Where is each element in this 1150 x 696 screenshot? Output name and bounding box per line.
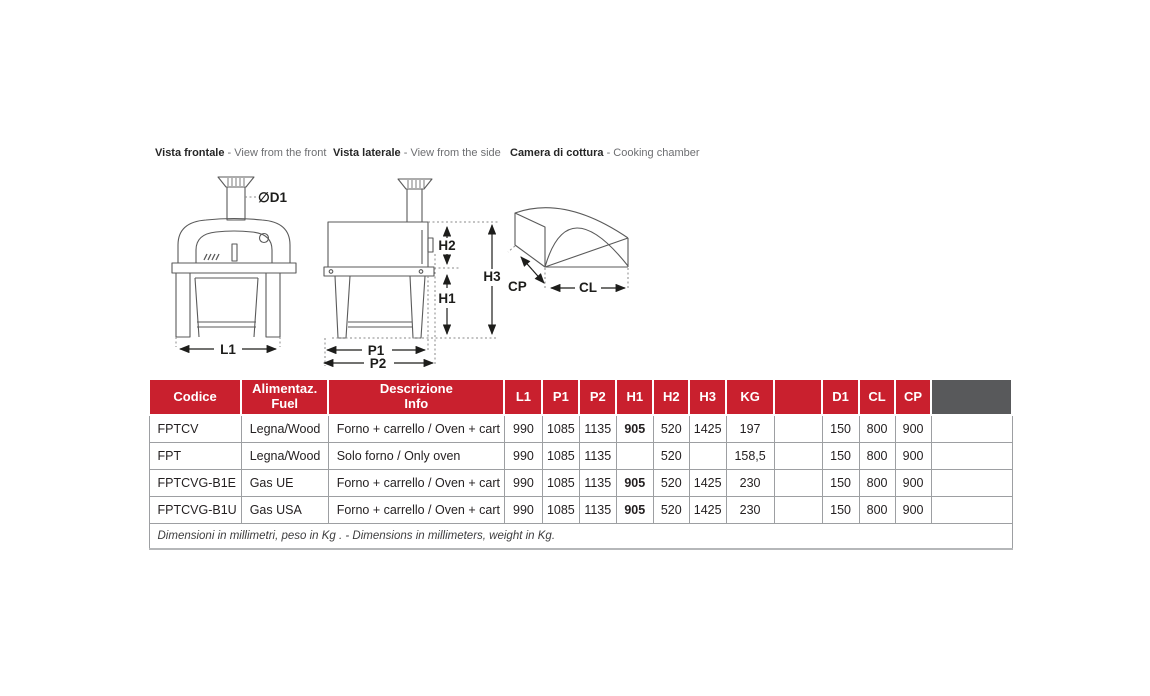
cell-kg: 197 [726, 415, 774, 443]
dim-label-d1: ∅D1 [258, 190, 288, 205]
col-header-l1: L1 [504, 379, 542, 415]
vent-grille [204, 254, 219, 260]
side-oven-drawing [324, 179, 434, 338]
lower-shelf [197, 322, 256, 327]
cell-spacer1 [774, 415, 822, 443]
col-header-spacer1 [774, 379, 822, 415]
cell-l1: 990 [504, 470, 542, 497]
cell-spacer1 [774, 497, 822, 524]
cell-d1: 150 [822, 443, 859, 470]
right-leg [266, 273, 280, 337]
cell-cp: 900 [895, 415, 931, 443]
col-header-p1: P1 [542, 379, 579, 415]
side-view-title-en: - View from the side [400, 147, 501, 159]
dim-label-cl: CL [579, 280, 597, 295]
cell-cl: 800 [859, 443, 895, 470]
side-dimensions [324, 222, 501, 371]
cell-h1 [616, 443, 653, 470]
front-view-title-en: - View from the front [224, 147, 327, 159]
dim-label-p2: P2 [369, 356, 387, 371]
cell-codice: FPT [149, 443, 241, 470]
cell-p2: 1135 [579, 415, 616, 443]
cell-h2: 520 [653, 415, 689, 443]
cell-p2: 1135 [579, 470, 616, 497]
cell-cp: 900 [895, 470, 931, 497]
col-header-codice: Codice [149, 379, 241, 415]
col-header-h2: H2 [653, 379, 689, 415]
cell-spacer1 [774, 443, 822, 470]
cell-p1: 1085 [542, 415, 579, 443]
chamber-left-face [515, 213, 545, 267]
chamber-title-en: - Cooking chamber [603, 147, 700, 159]
cell-codice: FPTCVG-B1E [149, 470, 241, 497]
chamber-title-it: Camera di cottura [510, 147, 604, 159]
chamber-vault-edge [545, 238, 628, 267]
counter-shelf [324, 267, 434, 276]
col-header-spacer2 [931, 379, 1012, 415]
cell-h2: 520 [653, 470, 689, 497]
chamber-arch [545, 228, 628, 267]
cell-cp: 900 [895, 443, 931, 470]
cell-kg: 230 [726, 470, 774, 497]
front-view-title [155, 147, 326, 159]
chimney-pipe [407, 189, 422, 222]
cell-spacer2 [931, 443, 1012, 470]
spec-table [148, 378, 1013, 550]
door-handle [428, 238, 433, 252]
cell-l1: 990 [504, 415, 542, 443]
side-view-title-it: Vista laterale [333, 147, 401, 159]
cell-cl: 800 [859, 470, 895, 497]
stand-frame [195, 278, 258, 337]
dim-label-h1: H1 [438, 291, 456, 306]
cell-spacer2 [931, 470, 1012, 497]
col-header-d1: D1 [822, 379, 859, 415]
footer-note: Dimensioni in millimetri, peso in Kg . - Dimensions in millimeters, weight in Kg. [149, 524, 1012, 550]
dim-label-h3: H3 [483, 269, 501, 284]
table-row [149, 415, 1012, 443]
cell-h1: 905 [616, 470, 653, 497]
dim-label-h2: H2 [438, 238, 456, 253]
cell-h2: 520 [653, 497, 689, 524]
cell-info: Forno + carrello / Oven + cart [328, 470, 504, 497]
chamber-drawing [515, 208, 628, 267]
cooking-chamber-diagram [503, 198, 648, 302]
dim-label-cp: CP [508, 279, 527, 294]
col-header-cl: CL [859, 379, 895, 415]
col-header-h3: H3 [689, 379, 726, 415]
cell-codice: FPTCV [149, 415, 241, 443]
cell-fuel: Legna/Wood [241, 443, 328, 470]
cell-kg: 158,5 [726, 443, 774, 470]
dim-label-l1: L1 [220, 342, 236, 357]
cell-p1: 1085 [542, 470, 579, 497]
cell-p1: 1085 [542, 443, 579, 470]
cell-fuel: Gas UE [241, 470, 328, 497]
cell-d1: 150 [822, 497, 859, 524]
chimney-cap [398, 179, 432, 189]
table-footer-row [149, 524, 1012, 550]
cell-d1: 150 [822, 470, 859, 497]
cell-l1: 990 [504, 443, 542, 470]
cell-info: Forno + carrello / Oven + cart [328, 497, 504, 524]
cell-p1: 1085 [542, 497, 579, 524]
cell-h3: 1425 [689, 415, 726, 443]
cell-h1: 905 [616, 497, 653, 524]
cell-fuel: Legna/Wood [241, 415, 328, 443]
chamber-title [510, 147, 700, 159]
col-header-p2: P2 [579, 379, 616, 415]
dim-label-p1: P1 [367, 343, 385, 358]
side-view-title [333, 147, 501, 159]
table-row [149, 470, 1012, 497]
front-view-title-it: Vista frontale [155, 147, 225, 159]
table-row [149, 443, 1012, 470]
left-leg [335, 276, 350, 338]
cell-spacer2 [931, 415, 1012, 443]
cell-spacer1 [774, 470, 822, 497]
col-header-fuel: Alimentaz. Fuel [241, 379, 328, 415]
counter-shelf [172, 263, 296, 273]
table-row [149, 497, 1012, 524]
oven-body [328, 222, 428, 267]
lower-shelf [348, 322, 412, 327]
cell-l1: 990 [504, 497, 542, 524]
cell-info: Solo forno / Only oven [328, 443, 504, 470]
cell-h3: 1425 [689, 497, 726, 524]
cell-fuel: Gas USA [241, 497, 328, 524]
cell-cl: 800 [859, 497, 895, 524]
left-leg [176, 273, 190, 337]
cell-p2: 1135 [579, 443, 616, 470]
cell-h1: 905 [616, 415, 653, 443]
oven-dome [178, 219, 290, 264]
cell-spacer2 [931, 497, 1012, 524]
chamber-top-curve [515, 208, 628, 238]
cell-cp: 900 [895, 497, 931, 524]
chimney-pipe [227, 187, 245, 220]
cell-h3: 1425 [689, 470, 726, 497]
col-header-h1: H1 [616, 379, 653, 415]
cell-kg: 230 [726, 497, 774, 524]
cell-h3 [689, 443, 726, 470]
front-view-diagram [166, 170, 302, 362]
right-leg [410, 276, 425, 338]
cell-codice: FPTCVG-B1U [149, 497, 241, 524]
side-view-diagram [318, 172, 508, 372]
cell-p2: 1135 [579, 497, 616, 524]
cell-info: Forno + carrello / Oven + cart [328, 415, 504, 443]
cell-cl: 800 [859, 415, 895, 443]
col-header-info: Descrizione Info [328, 379, 504, 415]
door-handle [232, 244, 237, 261]
cell-d1: 150 [822, 415, 859, 443]
col-header-kg: KG [726, 379, 774, 415]
col-header-cp: CP [895, 379, 931, 415]
cell-h2: 520 [653, 443, 689, 470]
